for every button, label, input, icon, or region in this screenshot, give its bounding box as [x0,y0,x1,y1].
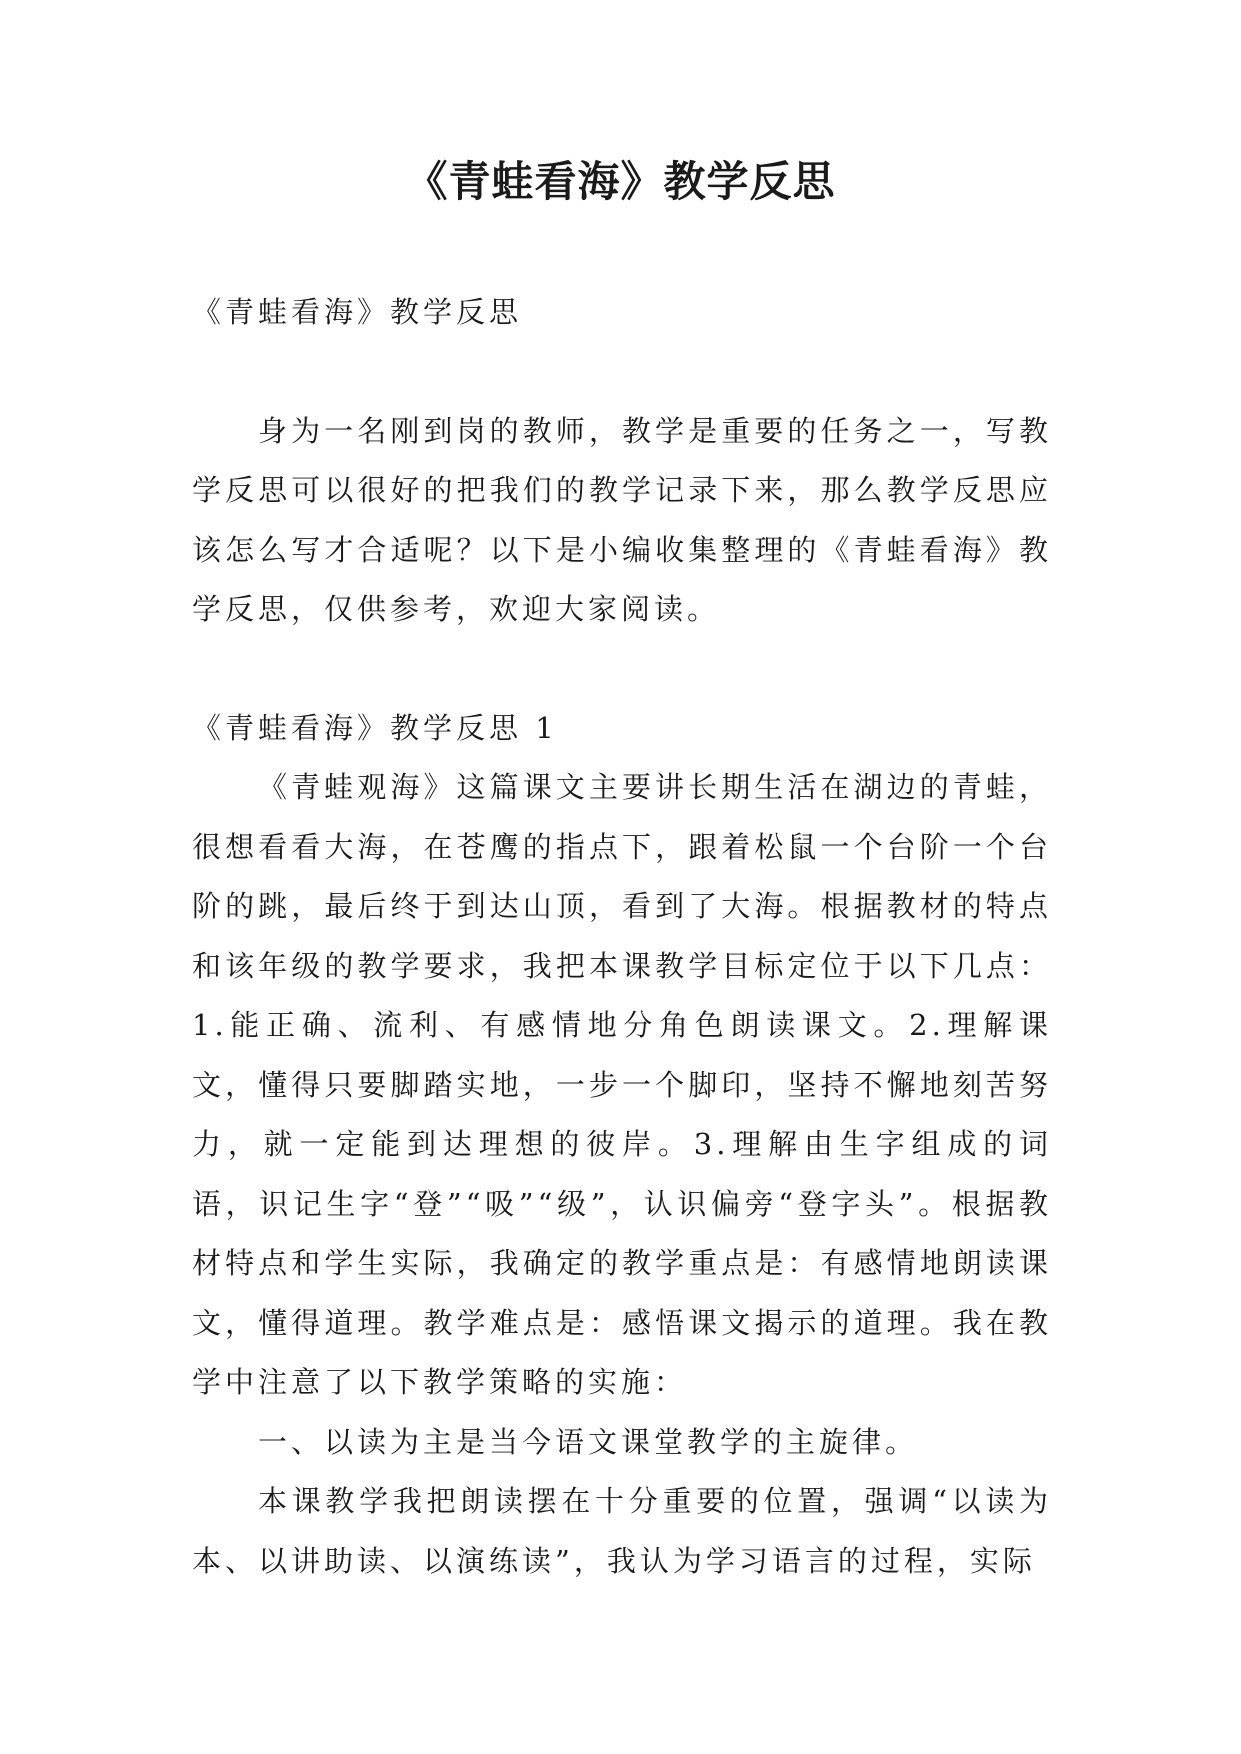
document-subtitle: 《青蛙看海》教学反思 [192,295,523,329]
body-paragraph: 本课教学我把朗读摆在十分重要的位置，强调“以读为本、以讲助读、以演练读”，我认为学习语言的过程，实际 [192,1484,1052,1578]
document-title: 《青蛙看海》教学反思 [405,157,836,206]
intro-paragraph: 身为一名刚到岗的教师，教学是重要的任务之一，写教学反思可以很好的把我们的教学记录下来，那么教学反思应该怎么写才合适呢？以下是小编收集整理的《青蛙看海》教学反思，仅供参考，欢迎大家阅读。 [192,413,1052,626]
body-paragraph-heading: 一、以读为主是当今语文课堂教学的主旋律。 [258,1424,919,1459]
section-heading: 《青蛙看海》教学反思 1 [192,710,558,745]
body-paragraph: 《青蛙观海》这篇课文主要讲长期生活在湖边的青蛙，很想看看大海，在苍鹰的指点下，跟着松鼠一个台阶一个台阶的跳，最后终于到达山顶，看到了大海。根据教材的特点和该年级的教学要求，我把本课教学目标定位于以下几点：1.能正确、流利、有感情地分角色朗读课文。2.理解课文，懂得只要脚踏实地，一步一个脚印，坚持不懈地刻苦努力，就一定能到达理想的彼岸。3.理解由生字组成的词语，识记生字“登”“吸”“级”，认识偏旁“登字头”。根据教材特点和学生实际，我确定的教学重点是：有感情地朗读课文，懂得道理。教学难点是：感悟课文揭示的道理。我在教学中注意了以下教学策略的实施： [192,770,1052,1399]
document-body [192,283,1052,1591]
